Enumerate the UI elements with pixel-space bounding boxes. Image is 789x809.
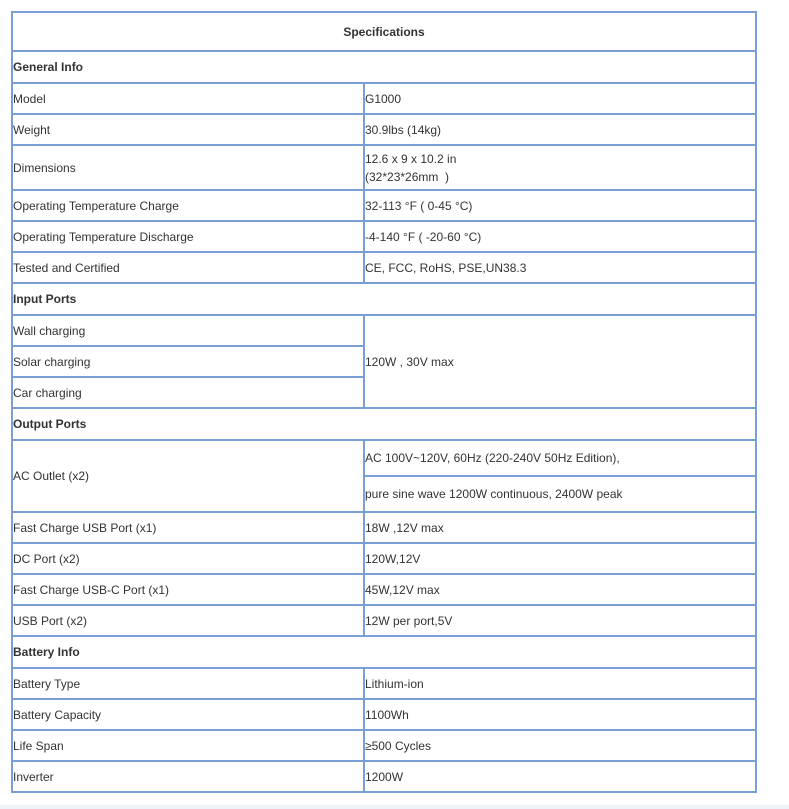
spec-value: 30.9lbs (14kg) — [364, 114, 756, 145]
table-row — [12, 83, 756, 114]
spec-value: 32-113 °F ( 0-45 °C) — [364, 190, 756, 221]
table-row — [12, 574, 756, 605]
section-heading-general: General Info — [12, 51, 756, 83]
spec-label: Weight — [12, 114, 364, 145]
spec-value: 120W,12V — [364, 543, 756, 574]
table-row — [12, 730, 756, 761]
section-heading-battery: Battery Info — [12, 636, 756, 668]
spec-label: Fast Charge USB-C Port (x1) — [12, 574, 364, 605]
dimensions-line-inches: 12.6 x 9 x 10.2 in — [365, 151, 457, 166]
spec-value-ac-line2: pure sine wave 1200W continuous, 2400W peak — [364, 476, 756, 512]
section-row — [12, 408, 756, 440]
table-row — [12, 221, 756, 252]
spec-value: G1000 — [364, 83, 756, 114]
page-bottom-strip — [0, 805, 789, 809]
spec-value: 1200W — [364, 761, 756, 792]
spec-value: CE, FCC, RoHS, PSE,UN38.3 — [364, 252, 756, 283]
table-row — [12, 543, 756, 574]
spec-label: DC Port (x2) — [12, 543, 364, 574]
page-title: Specifications — [12, 12, 756, 51]
spec-label: Car charging — [12, 377, 364, 408]
spec-value: 12W per port,5V — [364, 605, 756, 636]
spec-table — [11, 11, 757, 793]
spec-value: 18W ,12V max — [364, 512, 756, 543]
spec-label: Model — [12, 83, 364, 114]
dimensions-line-mm: (32*23*26mm ) — [365, 169, 450, 184]
spec-label: Dimensions — [12, 145, 364, 190]
spec-value-dimensions — [364, 145, 756, 190]
table-row — [12, 605, 756, 636]
spec-label: Battery Capacity — [12, 699, 364, 730]
section-heading-output: Output Ports — [12, 408, 756, 440]
table-row — [12, 114, 756, 145]
spec-label: Life Span — [12, 730, 364, 761]
table-row — [12, 512, 756, 543]
spec-label-ac: AC Outlet (x2) — [12, 440, 364, 512]
table-row — [12, 252, 756, 283]
spec-label: USB Port (x2) — [12, 605, 364, 636]
spec-value: Lithium-ion — [364, 668, 756, 699]
spec-label: Inverter — [12, 761, 364, 792]
table-row — [12, 315, 756, 346]
table-row — [12, 761, 756, 792]
spec-value: 1100Wh — [364, 699, 756, 730]
table-row — [12, 668, 756, 699]
table-row — [12, 440, 756, 476]
spec-label: Solar charging — [12, 346, 364, 377]
section-row — [12, 636, 756, 668]
section-row — [12, 283, 756, 315]
spec-value-ac-line1: AC 100V~120V, 60Hz (220-240V 50Hz Edition), — [364, 440, 756, 476]
spec-label: Wall charging — [12, 315, 364, 346]
spec-value-input-shared: 120W , 30V max — [364, 315, 756, 408]
spec-label: Fast Charge USB Port (x1) — [12, 512, 364, 543]
table-row — [12, 190, 756, 221]
section-row — [12, 51, 756, 83]
spec-label: Battery Type — [12, 668, 364, 699]
spec-value: 45W,12V max — [364, 574, 756, 605]
table-row — [12, 145, 756, 190]
spec-value: -4-140 °F ( -20-60 °C) — [364, 221, 756, 252]
table-row — [12, 699, 756, 730]
section-heading-input: Input Ports — [12, 283, 756, 315]
spec-label: Operating Temperature Charge — [12, 190, 364, 221]
spec-value: ≥500 Cycles — [364, 730, 756, 761]
spec-label: Tested and Certified — [12, 252, 364, 283]
title-row — [12, 12, 756, 51]
spec-label: Operating Temperature Discharge — [12, 221, 364, 252]
